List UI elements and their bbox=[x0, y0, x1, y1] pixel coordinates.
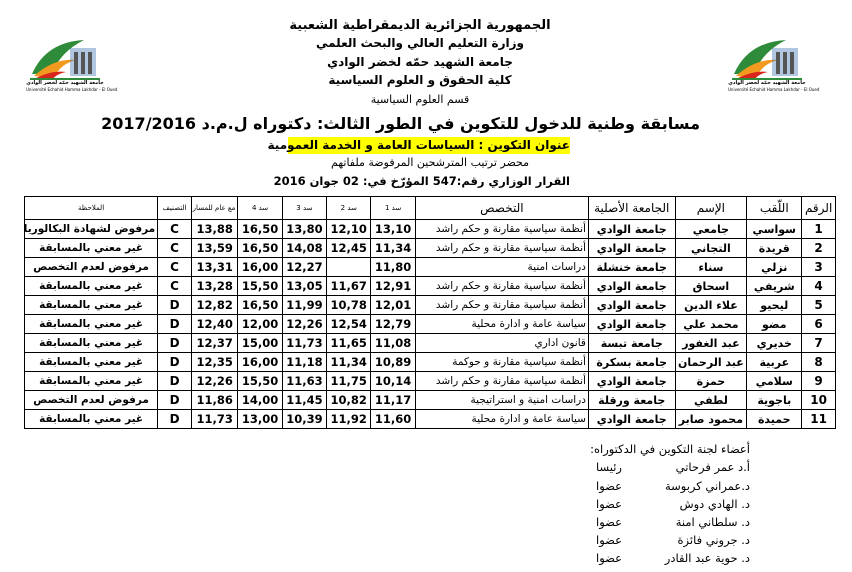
table-row bbox=[25, 410, 836, 429]
cell-s3: 11,18 bbox=[282, 353, 326, 372]
cell-firstname: محمد علي bbox=[675, 315, 747, 334]
cell-specialty: سياسة عامة و ادارة محلية bbox=[415, 315, 588, 334]
member-role: رئيسا bbox=[596, 460, 622, 474]
header-ministry: وزارة التعليم العالي والبحث العلمي bbox=[315, 36, 525, 50]
cell-s3: 11,99 bbox=[282, 296, 326, 315]
member-name: د. الهادي دوش bbox=[679, 497, 750, 511]
cell-specialty: أنظمة سياسية مقارنة و حكم راشد bbox=[415, 277, 588, 296]
cell-class: C bbox=[158, 277, 192, 296]
header-s3: سد 3 bbox=[282, 197, 326, 220]
cell-specialty: أنظمة سياسية مقارنة و حكم راشد bbox=[415, 372, 588, 391]
cell-university: جامعة الوادي bbox=[588, 220, 675, 239]
cell-note: مرفوض لشهادة البكالوريا bbox=[25, 220, 158, 239]
member-role: عضوا bbox=[596, 551, 622, 565]
cell-s1: 10,89 bbox=[371, 353, 415, 372]
table-row bbox=[25, 391, 836, 410]
page-title: مسابقة وطنية للدخول للتكوين في الطور الثالث: دكتوراه ل.م.د 2017/2016 bbox=[101, 114, 700, 133]
header-s1: سد 1 bbox=[371, 197, 415, 220]
cell-average: 13,28 bbox=[191, 277, 237, 296]
cell-s2: 12,45 bbox=[327, 239, 371, 258]
cell-average: 11,86 bbox=[191, 391, 237, 410]
cell-rank: 10 bbox=[802, 391, 836, 410]
cell-note: مرفوض لعدم التخصص bbox=[25, 391, 158, 410]
header-university: جامعة الشهيد حمّه لخضر الوادي bbox=[327, 55, 513, 69]
cell-s1: 11,17 bbox=[371, 391, 415, 410]
decree-reference: القرار الوزاري رقم:547 المؤرّخ في: 02 جوان 2016 bbox=[273, 174, 570, 188]
cell-rank: 11 bbox=[802, 410, 836, 429]
committee-member bbox=[520, 533, 750, 551]
member-role: عضوا bbox=[596, 497, 622, 511]
cell-note: مرفوض لعدم التخصص bbox=[25, 258, 158, 277]
cell-class: D bbox=[158, 315, 192, 334]
table-row bbox=[25, 220, 836, 239]
cell-rank: 2 bbox=[802, 239, 836, 258]
cell-university: جامعة خنشلة bbox=[588, 258, 675, 277]
results-table bbox=[24, 196, 836, 429]
table-row bbox=[25, 296, 836, 315]
committee-member bbox=[520, 497, 750, 515]
table-row bbox=[25, 372, 836, 391]
member-name: أ.د عمر فرحاتي bbox=[675, 460, 750, 474]
logo-caption-en: Université Echahid Hamma Lakhdar - El Oued bbox=[26, 87, 118, 92]
header-university: الجامعة الأصلية bbox=[588, 197, 675, 220]
cell-lastname: سواسي bbox=[747, 220, 802, 239]
table-row bbox=[25, 334, 836, 353]
cell-university: جامعة الوادي bbox=[588, 410, 675, 429]
header-faculty: كلية الحقوق و العلوم السياسية bbox=[328, 73, 512, 87]
cell-s2: 11,92 bbox=[327, 410, 371, 429]
committee-member bbox=[520, 460, 750, 478]
committee-member bbox=[520, 479, 750, 497]
cell-average: 12,40 bbox=[191, 315, 237, 334]
cell-s3: 12,27 bbox=[282, 258, 326, 277]
cell-specialty: أنظمة سياسية مقارنة و حكم راشد bbox=[415, 239, 588, 258]
cell-university: جامعة بسكرة bbox=[588, 353, 675, 372]
formation-title: عنوان التكوين : السياسات العامة و الخدمة العمومية bbox=[267, 138, 570, 152]
cell-lastname: مضو bbox=[747, 315, 802, 334]
cell-average: 12,82 bbox=[191, 296, 237, 315]
header-lastname: اللّقب bbox=[747, 197, 802, 220]
cell-firstname: التجاني bbox=[675, 239, 747, 258]
cell-firstname: جامعي bbox=[675, 220, 747, 239]
committee-member bbox=[520, 551, 750, 569]
cell-s3: 11,73 bbox=[282, 334, 326, 353]
cell-s3: 13,05 bbox=[282, 277, 326, 296]
logo-caption-ar: جامعة الشهيد حمّه لخضر الوادي bbox=[26, 80, 104, 86]
cell-note: غير معني بالمسابقة bbox=[25, 410, 158, 429]
cell-lastname: ليحيو bbox=[747, 296, 802, 315]
header-s4: سد 4 bbox=[238, 197, 282, 220]
cell-university: جامعة الوادي bbox=[588, 315, 675, 334]
cell-s2: 10,82 bbox=[327, 391, 371, 410]
header-average: مع عام للمسار bbox=[191, 197, 237, 220]
cell-s3: 12,26 bbox=[282, 315, 326, 334]
table-row bbox=[25, 258, 836, 277]
cell-average: 11,73 bbox=[191, 410, 237, 429]
cell-rank: 3 bbox=[802, 258, 836, 277]
cell-university: جامعة الوادي bbox=[588, 296, 675, 315]
cell-average: 13,59 bbox=[191, 239, 237, 258]
committee-member bbox=[520, 515, 750, 533]
cell-s2 bbox=[327, 258, 371, 277]
member-name: د. سلطاني امنة bbox=[675, 515, 750, 529]
cell-class: D bbox=[158, 353, 192, 372]
cell-s1: 12,79 bbox=[371, 315, 415, 334]
minutes-subtitle: محضر ترتيب المترشحين المرفوضة ملفاتهم bbox=[331, 156, 529, 169]
cell-class: D bbox=[158, 334, 192, 353]
cell-university: جامعة الوادي bbox=[588, 277, 675, 296]
cell-s3: 14,08 bbox=[282, 239, 326, 258]
cell-rank: 4 bbox=[802, 277, 836, 296]
cell-rank: 6 bbox=[802, 315, 836, 334]
cell-s2: 12,10 bbox=[327, 220, 371, 239]
cell-s2: 11,65 bbox=[327, 334, 371, 353]
cell-s4: 16,00 bbox=[238, 353, 282, 372]
cell-lastname: نزلي bbox=[747, 258, 802, 277]
cell-s4: 12,00 bbox=[238, 315, 282, 334]
logo-caption-ar: جامعة الشهيد حمّه لخضر الوادي bbox=[728, 80, 806, 86]
cell-lastname: حميدة bbox=[747, 410, 802, 429]
cell-rank: 1 bbox=[802, 220, 836, 239]
header-class: التصنيف bbox=[158, 197, 192, 220]
member-name: د.عمراني كربوسة bbox=[664, 479, 750, 493]
cell-average: 13,88 bbox=[191, 220, 237, 239]
cell-s4: 15,50 bbox=[238, 277, 282, 296]
cell-firstname: محمود صابر bbox=[675, 410, 747, 429]
header-firstname: الإسم bbox=[675, 197, 747, 220]
cell-lastname: عربية bbox=[747, 353, 802, 372]
table-row bbox=[25, 315, 836, 334]
cell-specialty: دراسات امنية و استراتيجية bbox=[415, 391, 588, 410]
university-logo-left bbox=[26, 34, 118, 96]
cell-note: غير معني بالمسابقة bbox=[25, 372, 158, 391]
cell-firstname: اسحاق bbox=[675, 277, 747, 296]
cell-class: D bbox=[158, 391, 192, 410]
header-republic: الجمهورية الجزائرية الديمقراطية الشعبية bbox=[289, 18, 551, 33]
cell-average: 12,37 bbox=[191, 334, 237, 353]
cell-class: C bbox=[158, 220, 192, 239]
cell-s3: 13,80 bbox=[282, 220, 326, 239]
cell-s3: 11,45 bbox=[282, 391, 326, 410]
cell-lastname: باجوية bbox=[747, 391, 802, 410]
cell-s2: 11,34 bbox=[327, 353, 371, 372]
cell-university: جامعة الوادي bbox=[588, 372, 675, 391]
cell-university: جامعة ورقلة bbox=[588, 391, 675, 410]
cell-lastname: سلامي bbox=[747, 372, 802, 391]
cell-average: 12,35 bbox=[191, 353, 237, 372]
cell-s4: 16,00 bbox=[238, 258, 282, 277]
cell-s1: 11,80 bbox=[371, 258, 415, 277]
header-s2: سد 2 bbox=[327, 197, 371, 220]
member-role: عضوا bbox=[596, 533, 622, 547]
cell-s2: 12,54 bbox=[327, 315, 371, 334]
cell-specialty: أنظمة سياسية مقارنة و حكم راشد bbox=[415, 296, 588, 315]
cell-s1: 11,60 bbox=[371, 410, 415, 429]
table-row bbox=[25, 353, 836, 372]
cell-s4: 14,00 bbox=[238, 391, 282, 410]
cell-class: C bbox=[158, 239, 192, 258]
cell-s4: 15,00 bbox=[238, 334, 282, 353]
cell-s4: 16,50 bbox=[238, 296, 282, 315]
cell-specialty: أنظمة سياسية مقارنة و حوكمة bbox=[415, 353, 588, 372]
cell-note: غير معني بالمسابقة bbox=[25, 296, 158, 315]
table-header-row bbox=[25, 197, 836, 220]
cell-class: D bbox=[158, 410, 192, 429]
cell-university: جامعة تبسة bbox=[588, 334, 675, 353]
cell-average: 12,26 bbox=[191, 372, 237, 391]
cell-s1: 12,01 bbox=[371, 296, 415, 315]
cell-s4: 15,50 bbox=[238, 372, 282, 391]
committee-title: أعضاء لجنة التكوين في الدكتوراه: bbox=[590, 442, 750, 456]
header-specialty: التخصص bbox=[415, 197, 588, 220]
cell-class: D bbox=[158, 296, 192, 315]
logo-caption-en: Université Echahid Hamma Lakhdar - El Oued bbox=[728, 87, 820, 92]
cell-s4: 13,00 bbox=[238, 410, 282, 429]
cell-s4: 16,50 bbox=[238, 239, 282, 258]
cell-s2: 11,67 bbox=[327, 277, 371, 296]
cell-firstname: سناء bbox=[675, 258, 747, 277]
cell-firstname: حمزة bbox=[675, 372, 747, 391]
member-name: د. حوية عبد القادر bbox=[664, 551, 750, 565]
cell-rank: 9 bbox=[802, 372, 836, 391]
cell-specialty: سياسة عامة و ادارة محلية bbox=[415, 410, 588, 429]
cell-s1: 10,14 bbox=[371, 372, 415, 391]
member-role: عضوا bbox=[596, 515, 622, 529]
cell-s3: 11,63 bbox=[282, 372, 326, 391]
cell-average: 13,31 bbox=[191, 258, 237, 277]
cell-rank: 5 bbox=[802, 296, 836, 315]
header-rank: الرقم bbox=[802, 197, 836, 220]
cell-s2: 11,75 bbox=[327, 372, 371, 391]
member-name: د. جروني فائزة bbox=[677, 533, 750, 547]
cell-s4: 16,50 bbox=[238, 220, 282, 239]
cell-note: غير معني بالمسابقة bbox=[25, 315, 158, 334]
cell-lastname: شريفي bbox=[747, 277, 802, 296]
cell-s3: 10,39 bbox=[282, 410, 326, 429]
table-row bbox=[25, 277, 836, 296]
header-department: قسم العلوم السياسية bbox=[370, 93, 470, 106]
cell-s1: 13,10 bbox=[371, 220, 415, 239]
cell-specialty: قانون اداري bbox=[415, 334, 588, 353]
cell-class: D bbox=[158, 372, 192, 391]
cell-lastname: خديري bbox=[747, 334, 802, 353]
cell-lastname: قريدة bbox=[747, 239, 802, 258]
cell-rank: 8 bbox=[802, 353, 836, 372]
cell-specialty: دراسات امنية bbox=[415, 258, 588, 277]
cell-firstname: علاء الدين bbox=[675, 296, 747, 315]
cell-s1: 11,34 bbox=[371, 239, 415, 258]
cell-note: غير معني بالمسابقة bbox=[25, 353, 158, 372]
cell-firstname: عبد الرحمان bbox=[675, 353, 747, 372]
cell-firstname: لطفي bbox=[675, 391, 747, 410]
cell-s1: 12,91 bbox=[371, 277, 415, 296]
cell-university: جامعة الوادي bbox=[588, 239, 675, 258]
header-note: الملاحظة bbox=[25, 197, 158, 220]
member-role: عضوا bbox=[596, 479, 622, 493]
cell-rank: 7 bbox=[802, 334, 836, 353]
cell-note: غير معني بالمسابقة bbox=[25, 239, 158, 258]
table-row bbox=[25, 239, 836, 258]
cell-note: غير معني بالمسابقة bbox=[25, 277, 158, 296]
cell-s1: 11,08 bbox=[371, 334, 415, 353]
cell-s2: 10,78 bbox=[327, 296, 371, 315]
cell-note: غير معني بالمسابقة bbox=[25, 334, 158, 353]
cell-firstname: عبد الغفور bbox=[675, 334, 747, 353]
cell-specialty: أنظمة سياسية مقارنة و حكم راشد bbox=[415, 220, 588, 239]
cell-class: C bbox=[158, 258, 192, 277]
university-logo-right bbox=[728, 34, 820, 96]
